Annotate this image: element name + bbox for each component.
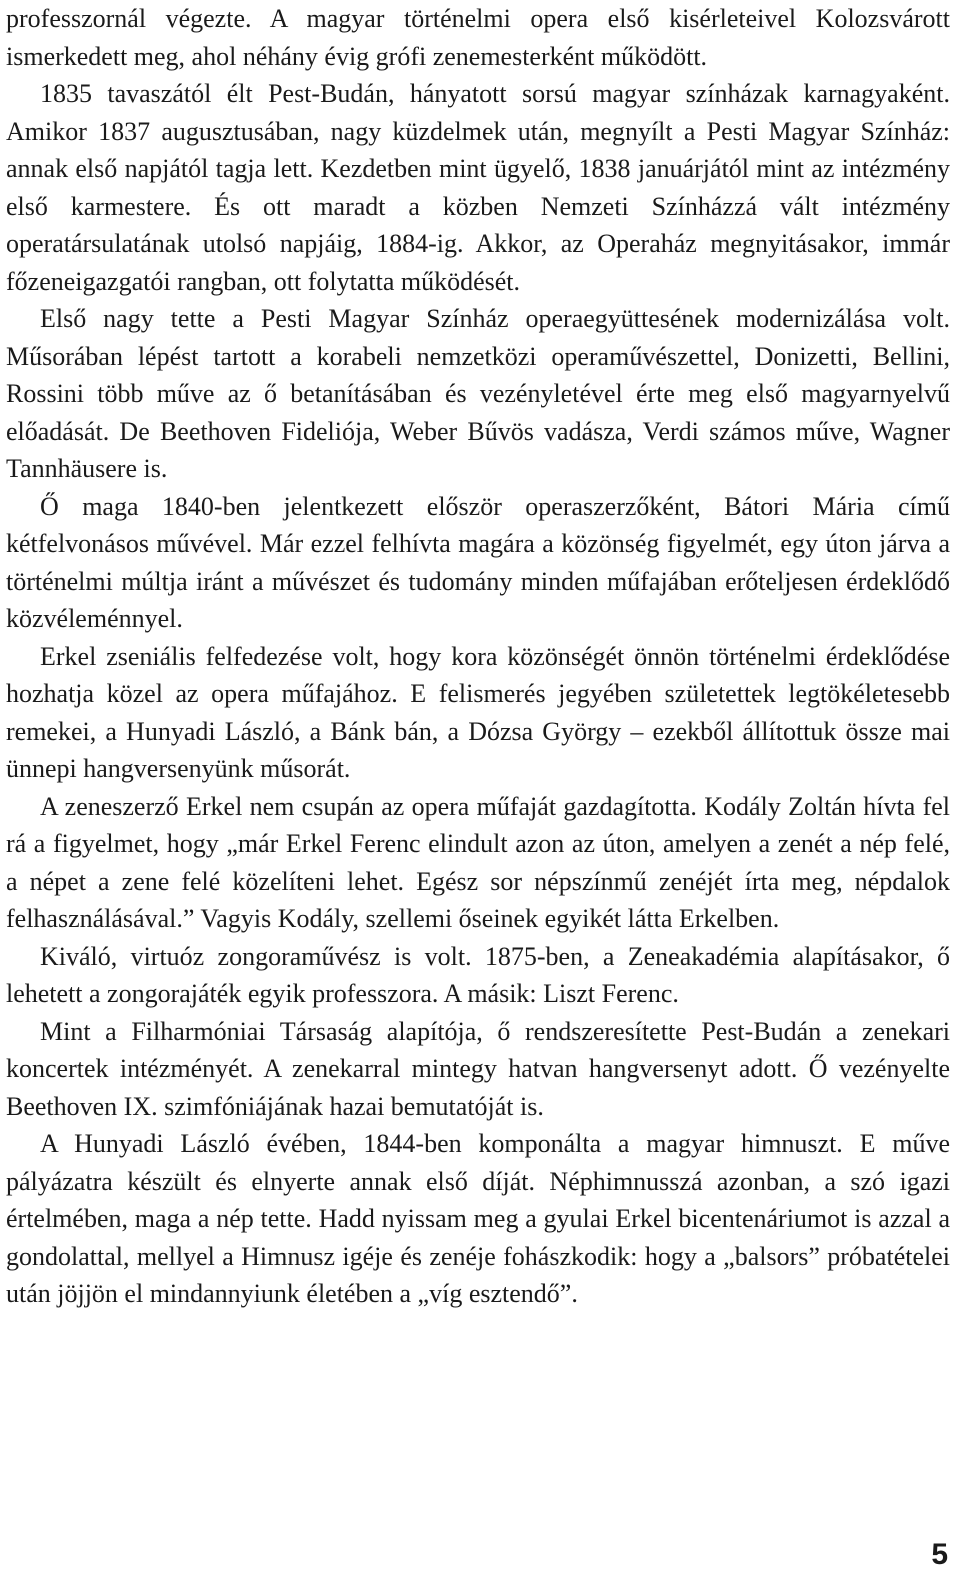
paragraph: Első nagy tette a Pesti Magyar Színház operaegyüttesének modernizálása volt. Műsorában lépést tartott a korabeli nemzetközi operaművészettel, Donizetti, Bellini, Rossini több műve az ő betanításában és vezényletével érte meg első magyarnyelvű előadását. De Beethoven Fideliója, Weber Bűvös vadásza, Verdi számos műve, Wagner Tannhäusere is. [6, 304, 950, 483]
paragraph: Erkel zseniális felfedezése volt, hogy kora közönségét önnön történelmi érdeklődése hozhatja közel az opera műfajához. E felismerés jegyében születettek legtökéletesebb remekei, a Hunyadi László, a Bánk bán, a Dózsa György – ezekből állítottuk össze mai ünnepi hangversenyünk műsorát. [6, 641, 950, 783]
paragraph: 1835 tavaszától élt Pest-Budán, hányatott sorsú magyar színházak karnagyaként. Amikor 1837 augusztusában, nagy küzdelmek után, megnyílt a Pesti Magyar Színház: annak első napjától tagja lett. Kezdetben mint ügyelő, 1838 januárjától mint az intézmény első karmestere. És ott maradt a közben Nemzeti Színházzá vált intézmény operatársulatának utolsó napjáig, 1884-ig. Akkor, az Operaház megnyitásakor, immár főzeneigazgatói rangban, ott folytatta működését. [6, 79, 950, 296]
paragraph: Ő maga 1840-ben jelentkezett először operaszerzőként, Bátori Mária című kétfelvonásos művével. Már ezzel felhívta magára a közönség figyelmét, egy úton járva a történelmi múltja iránt a művészet és tudomány minden műfajában erőteljesen érdeklődő közvéleménnyel. [6, 491, 950, 633]
page-number: 5 [931, 1538, 948, 1571]
paragraph: A Hunyadi László évében, 1844-ben komponálta a magyar himnuszt. E műve pályázatra készült és elnyerte annak első díját. Néphimnusszá azonban, a szó igazi értelmében, maga a nép tette. Hadd nyissam meg a gyulai Erkel bicentenáriumot is azzal a gondolattal, mellyel a Himnusz igéje és zenéje fohászkodik: hogy a „balsors” próbatételei után jöjjön el mindannyiunk életében a „víg esztendő”. [6, 1129, 950, 1308]
paragraph: A zeneszerző Erkel nem csupán az opera műfaját gazdagította. Kodály Zoltán hívta fel rá a figyelmet, hogy „már Erkel Ferenc elindult azon az úton, amelyen a zenét a nép felé, a népet a zene felé közelíteni lehet. Egész sor népszínmű zenéjét írta meg, népdalok felhasználásával.” Vagyis Kodály, szellemi őseinek egyikét látta Erkelben. [6, 791, 950, 933]
paragraph: Mint a Filharmóniai Társaság alapítója, ő rendszeresítette Pest-Budán a zenekari koncertek intézményét. A zenekarral mintegy hatvan hangversenyt adott. Ő vezényelte Beethoven IX. szimfóniájának hazai bemutatóját is. [6, 1016, 950, 1121]
paragraph-continuation: professzornál végezte. A magyar történelmi opera első kisérleteivel Kolozsvárott ismerkedett meg, ahol néhány évig grófi zenemesterként működött. [6, 4, 950, 71]
body-text [6, 0, 950, 1313]
paragraph: Kiváló, virtuóz zongoraművész is volt. 1875-ben, a Zeneakadémia alapításakor, ő lehetett a zongorajáték egyik professzora. A másik: Liszt Ferenc. [6, 941, 950, 1008]
